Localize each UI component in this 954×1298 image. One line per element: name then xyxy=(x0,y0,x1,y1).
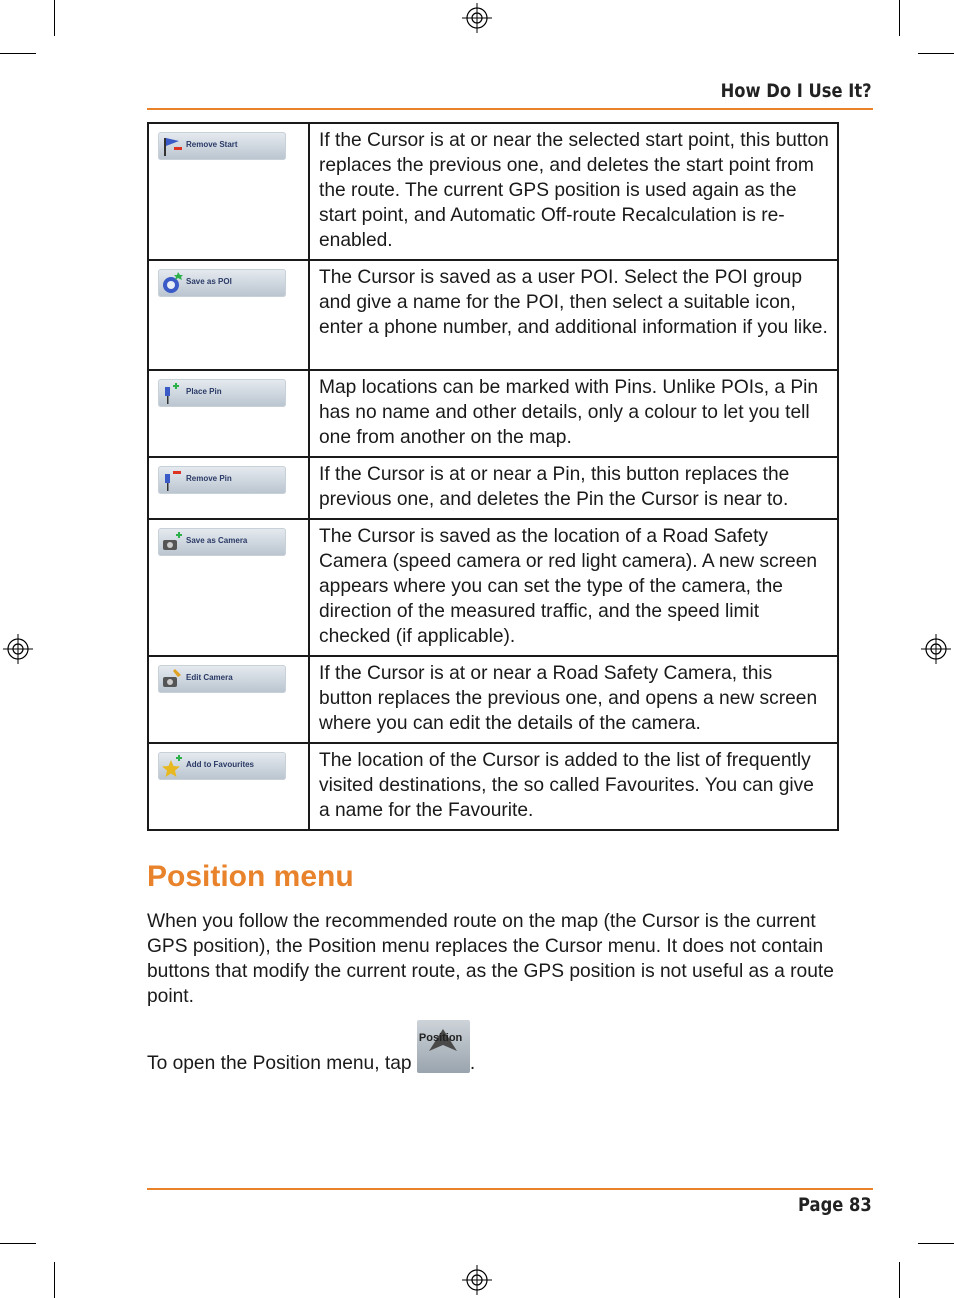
crop-mark xyxy=(54,1262,55,1298)
place-pin-button[interactable] xyxy=(158,379,286,407)
save-as-poi-button[interactable] xyxy=(158,269,286,297)
table-row xyxy=(148,260,838,370)
button-label: Add to Favourites xyxy=(186,760,255,769)
description-cell: The Cursor is saved as a user POI. Select the POI group and give a name for the POI, then select a suitable icon, enter a phone number, and additional information if you like. xyxy=(309,260,838,370)
button-label: Place Pin xyxy=(186,387,222,396)
save-camera-icon xyxy=(161,530,183,554)
footer-rule xyxy=(147,1188,873,1190)
description-cell: If the Cursor is at or near a Pin, this button replaces the previous one, and deletes the Pin the Cursor is near to. xyxy=(309,457,838,519)
function-table xyxy=(147,122,839,831)
position-button[interactable] xyxy=(417,1020,470,1073)
table-row xyxy=(148,457,838,519)
place-pin-icon xyxy=(161,381,183,405)
crop-mark xyxy=(899,0,900,36)
save-poi-icon xyxy=(161,271,183,295)
remove-start-icon xyxy=(161,134,183,158)
crop-mark xyxy=(0,53,36,54)
description-cell: If the Cursor is at or near the selected start point, this button replaces the previous one, and deletes the start point from the route. The current GPS position is used again as the start point, and Automatic Off-route Recalculation is re-enabled. xyxy=(309,123,838,260)
crop-mark xyxy=(899,1262,900,1298)
description-cell: The location of the Cursor is added to the list of frequently visited destinations, the so called Favourites. You can give a name for the Favourite. xyxy=(309,743,838,830)
crop-mark xyxy=(0,1243,36,1244)
description-cell: If the Cursor is at or near a Road Safety Camera, this button replaces the previous one, and opens a new screen where you can edit the details of the camera. xyxy=(309,656,838,743)
crop-mark xyxy=(918,1243,954,1244)
table-row xyxy=(148,519,838,656)
button-label: Remove Start xyxy=(186,140,238,149)
crop-mark xyxy=(54,0,55,36)
registration-mark-icon xyxy=(462,1265,492,1295)
button-label: Edit Camera xyxy=(186,673,233,682)
position-button-label: Position xyxy=(418,1032,463,1044)
table-row xyxy=(148,656,838,743)
registration-mark-icon xyxy=(462,3,492,33)
add-favourite-icon xyxy=(161,754,183,778)
crop-mark xyxy=(918,53,954,54)
button-label: Remove Pin xyxy=(186,474,232,483)
remove-start-button[interactable] xyxy=(158,132,286,160)
add-to-favourites-button[interactable] xyxy=(158,752,286,780)
page-number: Page 83 xyxy=(798,1194,872,1216)
edit-camera-icon xyxy=(161,667,183,691)
edit-camera-button[interactable] xyxy=(158,665,286,693)
registration-mark-icon xyxy=(921,634,951,664)
table-row xyxy=(148,370,838,457)
save-as-camera-button[interactable] xyxy=(158,528,286,556)
open-instruction-end: . xyxy=(469,1053,476,1074)
open-instruction-text: To open the Position menu, tap xyxy=(147,1053,412,1074)
page-header-title: How Do I Use It? xyxy=(720,80,872,102)
button-label: Save as POI xyxy=(186,277,232,286)
remove-pin-button[interactable] xyxy=(158,466,286,494)
open-instruction xyxy=(147,1020,847,1092)
section-heading: Position menu xyxy=(147,860,354,893)
button-label: Save as Camera xyxy=(186,536,248,545)
header-rule xyxy=(147,108,873,110)
section-paragraph: When you follow the recommended route on the map (the Cursor is the current GPS position), the Position menu replaces the Cursor menu. It does not contain buttons that modify the current route, as the GPS position is not useful as a route point. xyxy=(147,911,834,1007)
table-row xyxy=(148,123,838,260)
remove-pin-icon xyxy=(161,468,183,492)
table-row xyxy=(148,743,838,830)
description-cell: The Cursor is saved as the location of a Road Safety Camera (speed camera or red light camera). A new screen appears where you can set the type of the camera, the direction of the measured traffic, and the speed limit checked (if applicable). xyxy=(309,519,838,656)
description-cell: Map locations can be marked with Pins. Unlike POIs, a Pin has no name and other details, only a colour to let you tell one from another on the map. xyxy=(309,370,838,457)
registration-mark-icon xyxy=(3,634,33,664)
